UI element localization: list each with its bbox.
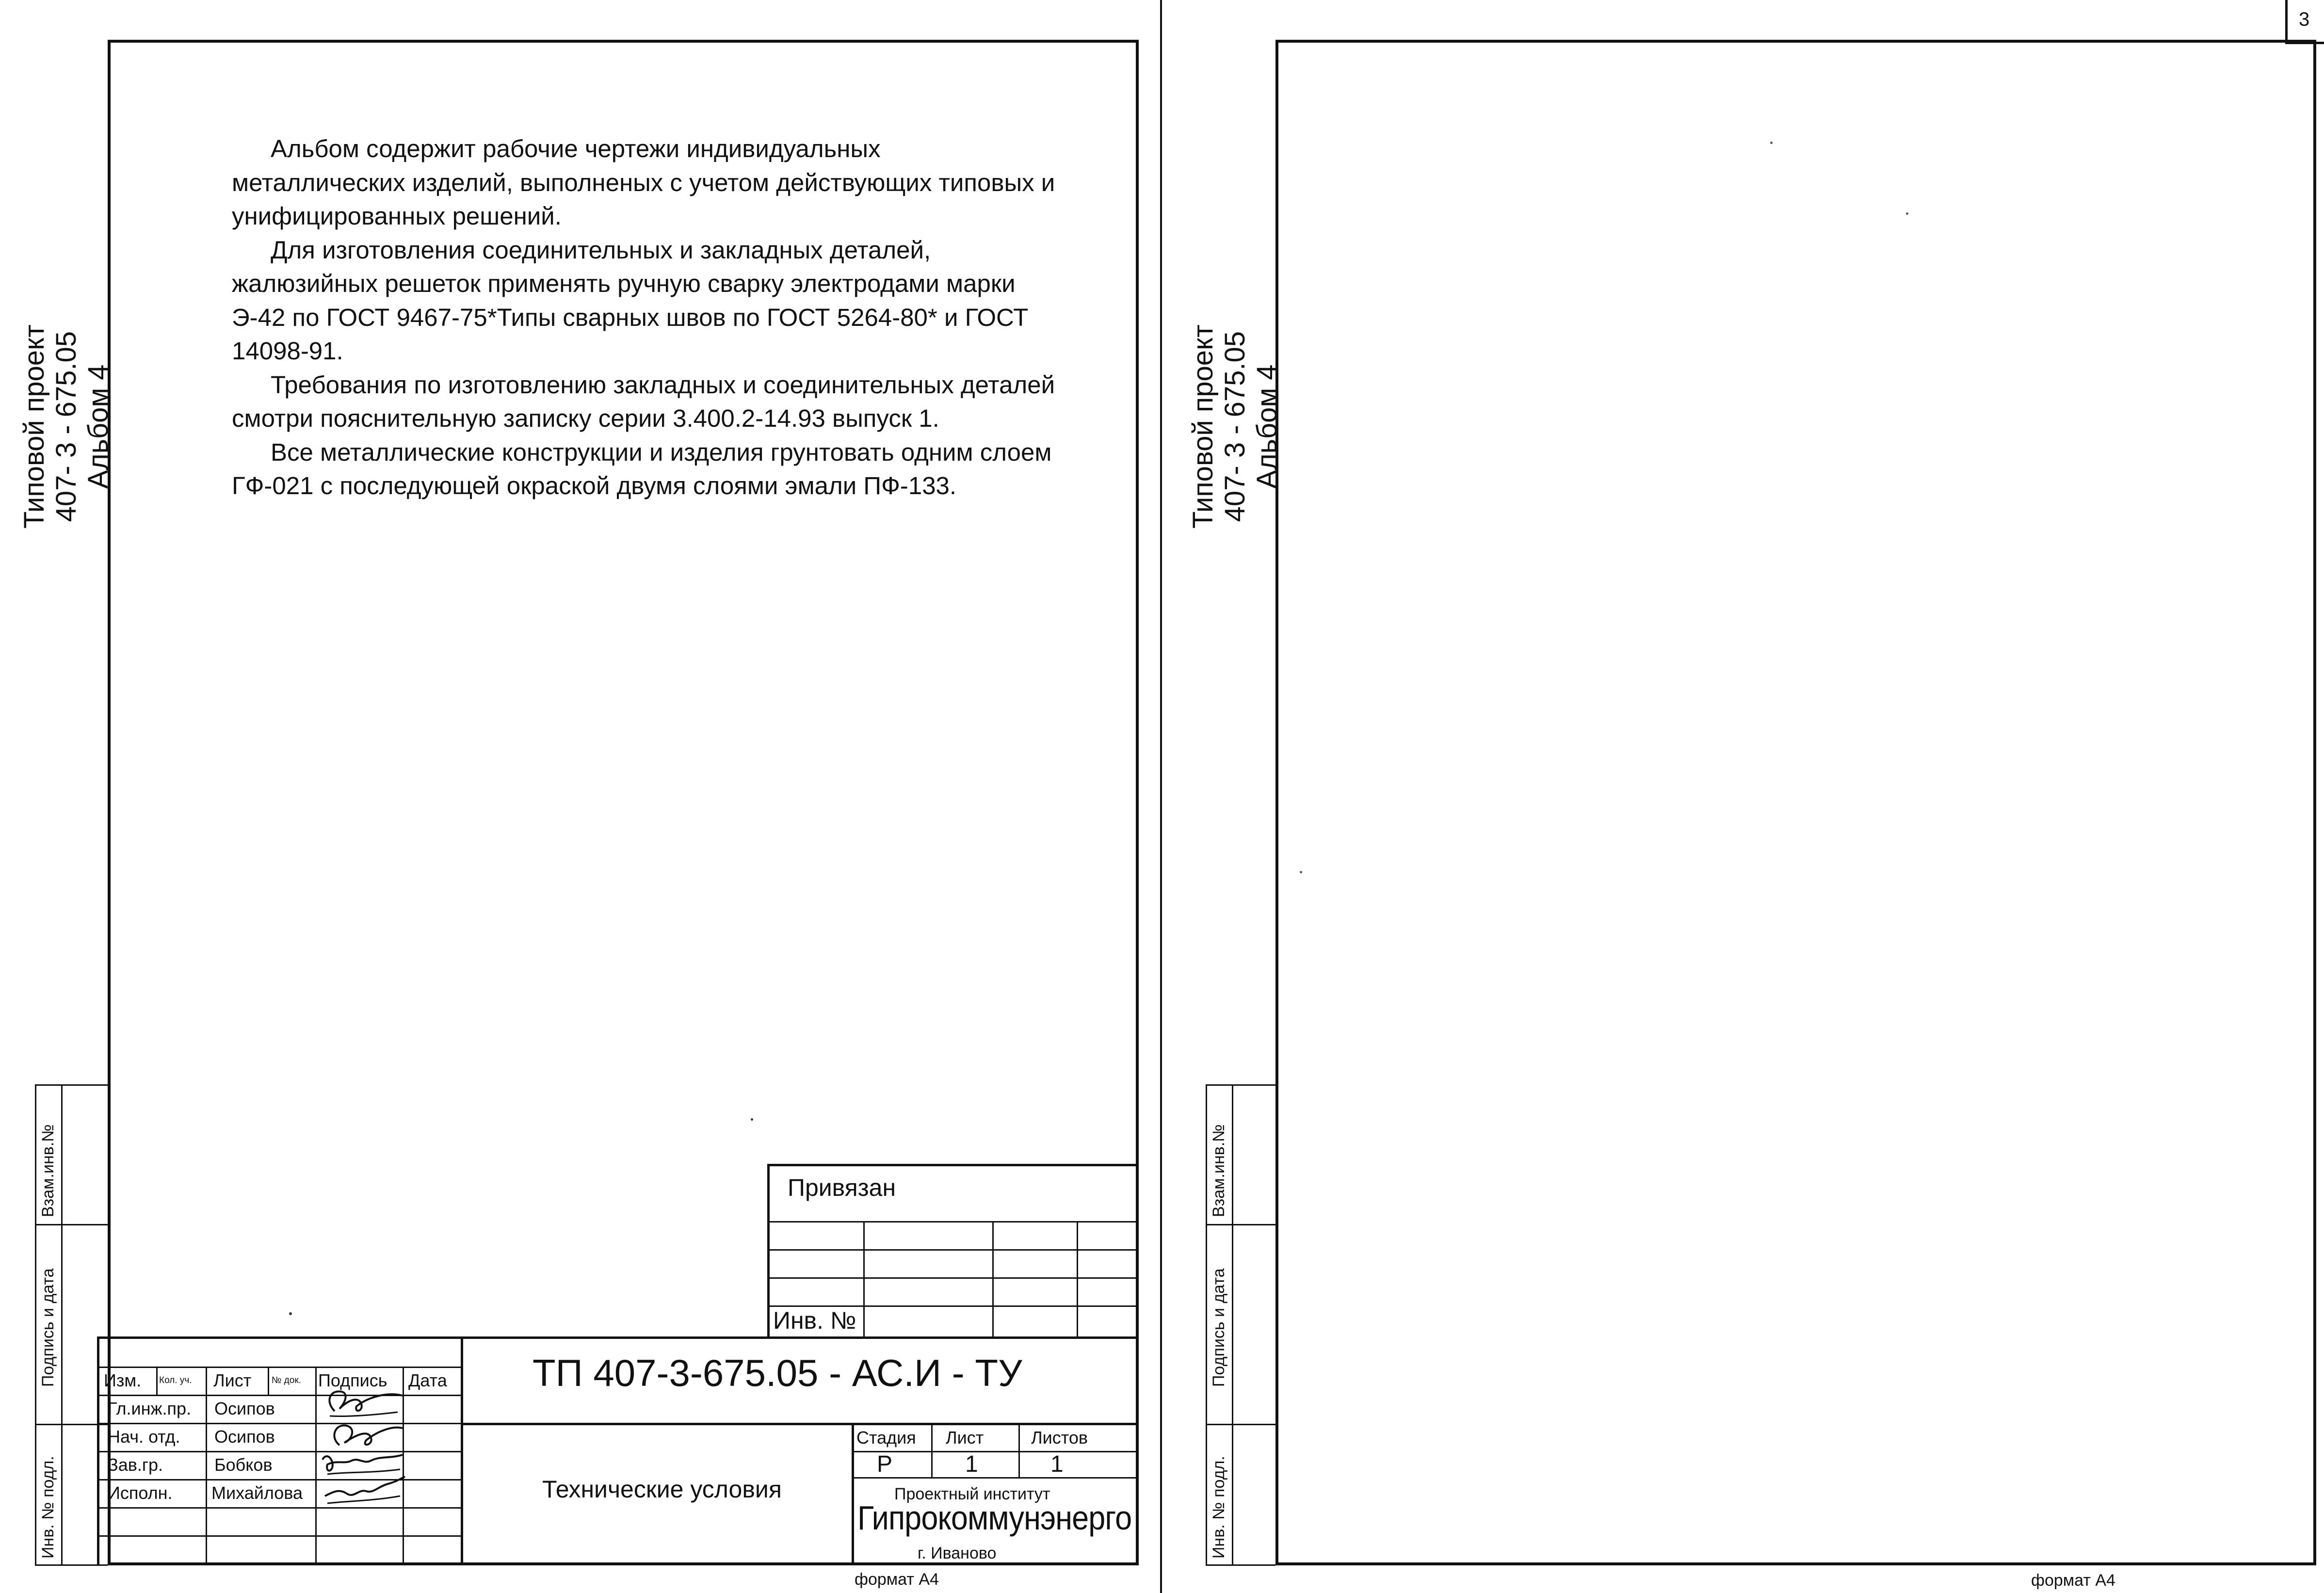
header-no-dok: № док. — [272, 1375, 301, 1385]
signature-mikhailova — [320, 1474, 407, 1513]
binding-left — [767, 1164, 770, 1338]
grid-col-kol — [156, 1367, 158, 1396]
signature-osipov-2 — [325, 1418, 407, 1455]
title-block-right-divider — [852, 1423, 854, 1565]
binding-col2 — [992, 1221, 994, 1338]
staff-name-4: Михайлова — [211, 1483, 303, 1503]
body-paragraph-3: Требования по изготовлению закладных и соединительных деталей смотри пояснительную записку серии 3.400.2-14.93 выпуск 1. — [232, 370, 1055, 432]
binding-row2 — [767, 1249, 1137, 1251]
right-strip-sep2 — [1206, 1424, 1275, 1425]
grid-col-nodok — [268, 1367, 269, 1396]
institute-city: г. Иваново — [918, 1544, 997, 1562]
right-strip-vzam-inv: Взам.инв.№ — [1210, 1124, 1228, 1217]
right-strip-top — [1206, 1084, 1275, 1086]
album-label-line2: 407- 3 - 675.05 — [1219, 331, 1251, 522]
staff-role-2: Нач. отд. — [108, 1427, 180, 1447]
binding-col3 — [1077, 1221, 1078, 1338]
left-strip-vzam-inv: Взам.инв.№ — [39, 1124, 57, 1217]
institute-label: Проектный институт — [894, 1485, 1050, 1503]
right-album-label — [1187, 324, 1283, 529]
staff-role-1: Гл.инж.пр. — [108, 1399, 192, 1418]
staff-role-3: Зав.гр. — [108, 1455, 163, 1475]
binding-privyazan: Привязан — [788, 1174, 896, 1201]
album-label-line1: Типовой проект — [18, 324, 50, 529]
stage-row1 — [852, 1451, 1139, 1452]
left-strip-sep1 — [35, 1224, 108, 1225]
scan-speck — [1770, 142, 1773, 144]
left-strip-inner — [61, 1084, 63, 1565]
left-strip-podpis-data: Подпись и дата — [39, 1268, 57, 1387]
stage-header-listov: Листов — [1031, 1428, 1088, 1448]
binding-top — [767, 1164, 1137, 1166]
stage-value-list: 1 — [965, 1451, 978, 1477]
binding-row3 — [767, 1277, 1137, 1279]
header-podpis: Подпись — [318, 1370, 387, 1390]
stage-value-listov: 1 — [1050, 1451, 1064, 1477]
right-strip-podpis-data: Подпись и дата — [1210, 1268, 1228, 1387]
page-number-box-left — [2285, 0, 2288, 43]
binding-col1 — [863, 1221, 865, 1338]
binding-inv-no: Инв. № — [773, 1307, 856, 1334]
left-strip-outer — [35, 1084, 36, 1565]
right-sheet-frame — [1275, 40, 2316, 1565]
staff-role-4: Исполн. — [108, 1483, 173, 1503]
stage-header-list: Лист — [946, 1428, 984, 1448]
album-label-line3: Альбом 4 — [1251, 364, 1283, 489]
scan-speck — [751, 1118, 753, 1121]
scan-speck — [1300, 871, 1302, 873]
page-number: 3 — [2299, 9, 2310, 30]
binding-row1 — [767, 1221, 1137, 1223]
doc-code: ТП 407-3-675.05 - АС.И - ТУ — [533, 1352, 1022, 1394]
institute-name: Гипрокоммунэнерго — [857, 1499, 1132, 1537]
title-block-mid — [461, 1423, 1139, 1425]
left-album-label — [18, 324, 114, 529]
title-block-divider — [461, 1336, 463, 1565]
body-paragraph-4: Все металлические конструкции и изделия грунтовать одним слоем ГФ-021 с последующей окраской двумя слоями эмали ПФ-133. — [232, 438, 1052, 499]
stage-col1 — [931, 1423, 933, 1477]
doc-title: Технические условия — [542, 1476, 782, 1503]
scan-speck — [289, 1312, 292, 1315]
right-strip-outer — [1206, 1084, 1207, 1565]
right-strip-sep1 — [1206, 1224, 1275, 1225]
stage-row2 — [852, 1477, 1139, 1479]
staff-name-1: Осипов — [214, 1399, 275, 1418]
staff-name-3: Бобков — [214, 1455, 273, 1475]
stage-header-stadiya: Стадия — [856, 1428, 916, 1448]
right-strip-inv-podl: Инв. № подл. — [1210, 1456, 1228, 1559]
grid-row-6 — [97, 1535, 461, 1537]
body-text — [232, 132, 1056, 503]
album-label-line2: 407- 3 - 675.05 — [50, 331, 82, 522]
right-format-label: формат А4 — [2031, 1571, 2115, 1590]
stage-col2 — [1018, 1423, 1020, 1477]
scan-speck — [1906, 212, 1908, 215]
header-list: Лист — [213, 1370, 252, 1390]
right-strip-inner — [1232, 1084, 1233, 1565]
grid-row-0 — [97, 1367, 461, 1368]
left-strip-top — [35, 1084, 108, 1086]
header-izm: Изм. — [104, 1370, 142, 1390]
left-strip-inv-podl: Инв. № подл. — [39, 1456, 57, 1559]
page-divider — [1160, 0, 1162, 1593]
album-label-line3: Альбом 4 — [82, 364, 114, 489]
album-label-line1: Типовой проект — [1187, 324, 1219, 529]
body-paragraph-2: Для изготовления соединительных и закладных деталей, жалюзийных решеток применять ручную сварку электродами марки Э-42 по ГОСТ 9467-75*Типы сварных швов по ГОСТ 5264-80* и ГОСТ 14098-91. — [232, 236, 1029, 365]
body-paragraph-1: Альбом содержит рабочие чертежи индивидуальных металлических изделий, выполненых с учетом действующих типовых и унифицированных решений. — [232, 135, 1055, 230]
title-block-top — [99, 1336, 1139, 1339]
left-format-label: формат А4 — [855, 1570, 939, 1589]
stage-value-stadiya: Р — [877, 1451, 893, 1477]
header-data: Дата — [408, 1370, 447, 1390]
staff-name-2: Осипов — [214, 1427, 275, 1447]
header-kol-uch: Кол. уч. — [159, 1375, 192, 1385]
right-strip-bottom — [1206, 1564, 1275, 1566]
